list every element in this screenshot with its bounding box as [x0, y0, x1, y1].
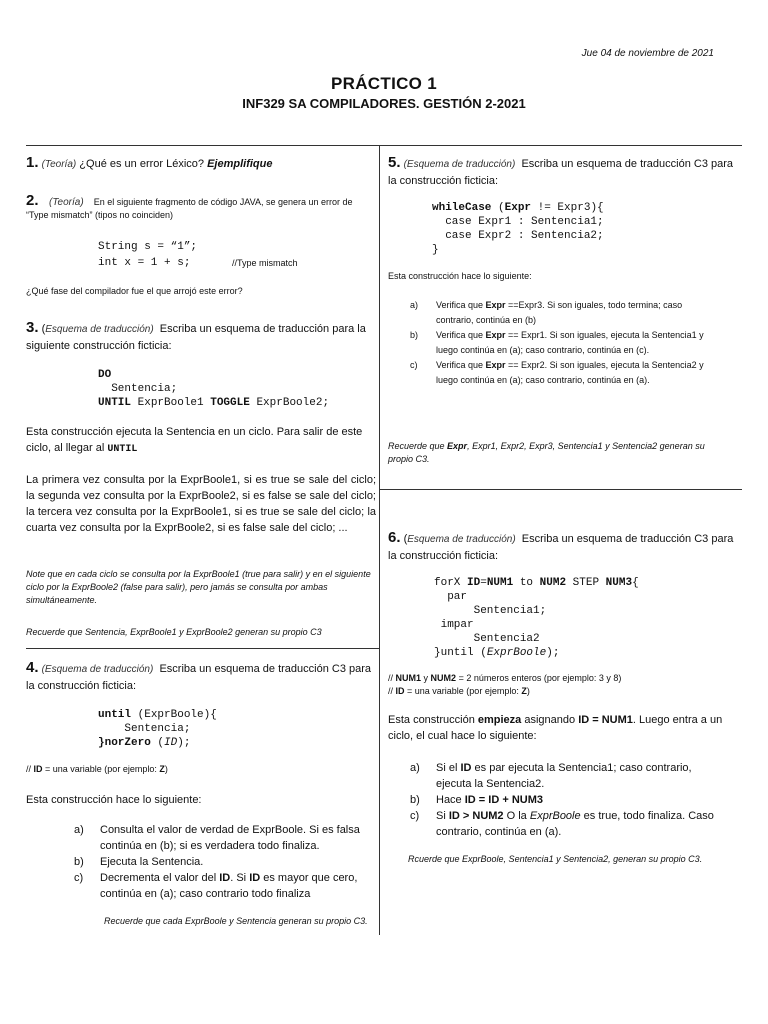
code-line-2: par: [434, 591, 468, 603]
column-divider: [379, 145, 380, 935]
question-2-ask: ¿Qué fase del compilador fue el que arrojó este error?: [26, 286, 243, 296]
question-4: [26, 660, 376, 694]
question-number: 5.: [388, 154, 401, 171]
code-toggle-kw: TOGGLE: [210, 397, 250, 409]
code-rest: (: [150, 737, 165, 749]
question-4-reminder: Recuerde que cada ExprBoole y Sentencia generan su propio C3.: [104, 916, 368, 926]
question-1: [26, 155, 376, 173]
question-4-intro: Esta construcción hace lo siguiente:: [26, 794, 202, 806]
code-line-1: forX ID=NUM1 to NUM2 STEP NUM3{: [434, 577, 639, 589]
question-3-p1: [26, 424, 376, 457]
question-6-list: [410, 760, 720, 840]
code-line-1: String s = “1”;: [98, 241, 198, 253]
question-paren: (: [41, 323, 46, 335]
question-number: 1.: [26, 154, 39, 171]
question-number: 6.: [388, 529, 401, 546]
question-6-reminder: Rcuerde que ExprBoole, Sentencia1 y Sentencia2, generan su propio C3.: [408, 854, 703, 864]
question-tag: (Esquema de traducción): [403, 159, 516, 170]
question-5-list: [410, 298, 710, 388]
list-item: b) Verifica que Expr == Expr1. Si son iguales, ejecuta la Sentencia1 y luego continúa en (a); caso contrario, continúa en (c).: [410, 330, 704, 355]
code-until-end: ExprBoole2;: [249, 397, 330, 409]
id-definition: // ID = una variable (por ejemplo: Z): [26, 764, 168, 774]
question-number: 4.: [26, 659, 39, 676]
question-text: Escriba un esquema de traducción para la siguiente construcción ficticia:: [26, 323, 366, 352]
list-item: a) Si el ID es par ejecuta la Sentencia1; caso contrario, ejecuta la Sentencia2.: [410, 762, 692, 790]
code-line-2: Sentencia;: [98, 723, 191, 735]
list-item: b) Hace ID = ID + NUM3: [410, 794, 543, 806]
list-item: c) Decrementa el valor del ID. Si ID es mayor que cero, continúa en (a); caso contrario todo finaliza: [74, 872, 358, 900]
code-until-line: [98, 396, 329, 410]
code-end: );: [177, 737, 191, 749]
code-until-kw: UNTIL: [98, 397, 132, 409]
question-3-note: Note que en cada ciclo se consulta por la ExprBoole1 (true para salir) y en el siguiente ciclo por la ExprBoole2 (false para salir), pero jamás se consulta por ambas simultáneamente.: [26, 569, 371, 605]
question-paren: (: [403, 533, 408, 545]
question-2: [26, 194, 376, 222]
document-subtitle: INF329 SA COMPILADORES. GESTIÓN 2-2021: [242, 96, 526, 111]
top-divider: [26, 145, 742, 146]
list-item: b) Ejecuta la Sentencia.: [74, 856, 204, 868]
question-3-reminder: Recuerde que Sentencia, ExprBoole1 y ExprBoole2 generan su propio C3: [26, 627, 322, 637]
right-divider-q6: [379, 489, 742, 490]
code-line-6: }until (ExprBoole);: [434, 647, 560, 659]
code-line-1: [98, 708, 217, 722]
document-title: PRÁCTICO 1: [331, 74, 437, 93]
question-text: En el siguiente fragmento de código JAVA, se genera un error de “Type mismatch” (tipos no coinciden): [26, 197, 353, 220]
code-sentencia: Sentencia;: [98, 383, 178, 395]
question-number: 2.: [26, 192, 39, 209]
inline-keyword: UNTIL: [107, 444, 138, 455]
question-5-intro: Esta construcción hace lo siguiente:: [388, 271, 532, 281]
question-6: [388, 530, 738, 564]
question-tag: (Teoría): [49, 197, 84, 208]
question-number: 3.: [26, 319, 39, 336]
question-text: Escriba un esquema de traducción C3 para la construcción ficticia:: [26, 663, 372, 692]
code-line-3: Sentencia1;: [434, 605, 547, 617]
code-line-1: whileCase (Expr != Expr3){: [432, 202, 604, 214]
code-id: ID: [164, 737, 178, 749]
question-5: [388, 155, 738, 189]
question-tag: (Esquema de traducción): [41, 664, 154, 675]
question-tag: Esquema de traducción): [45, 324, 154, 335]
code-rest: (ExprBoole){: [131, 709, 217, 721]
question-tag: Esquema de traducción): [407, 534, 516, 545]
left-divider-q4: [26, 648, 379, 649]
code-line-4: impar: [434, 619, 474, 631]
code-line-3: case Expr2 : Sentencia2;: [432, 230, 604, 242]
question-emphasis: Ejemplifique: [207, 158, 273, 170]
code-until-rest: ExprBoole1: [131, 397, 211, 409]
question-text: Escriba un esquema de traducción C3 para la construcción ficticia:: [388, 158, 734, 187]
code-line-5: Sentencia2: [434, 633, 540, 645]
question-6-intro: Esta construcción empieza asignando ID = NUM1. Luego entra a un ciclo, el cual hace lo siguiente:: [388, 714, 723, 742]
code-line-2: case Expr1 : Sentencia1;: [432, 216, 604, 228]
list-item: c) Verifica que Expr == Expr2. Si son iguales, ejecuta la Sentencia2 y luego continúa en (a); caso contrario, continúa en (a).: [410, 360, 704, 385]
question-4-list: [74, 822, 372, 902]
list-item: c) Si ID > NUM2 O la ExprBoole es true, todo finaliza. Caso contrario, continúa en (a).: [410, 810, 714, 838]
question-5-reminder: Recuerde que Expr, Expr1, Expr2, Expr3, Sentencia1 y Sentencia2 generan su propio C3.: [388, 441, 705, 464]
question-3: [26, 320, 376, 354]
list-item: a) Verifica que Expr ==Expr3. Si son iguales, todo termina; caso contrario, continúa en (b): [410, 300, 683, 325]
code-do: DO: [98, 369, 112, 381]
paragraph-text: Esta construcción ejecuta la Sentencia en un ciclo. Para salir de este ciclo, al llegar al: [26, 426, 363, 454]
code-kw: until: [98, 709, 132, 721]
document-date: Jue 04 de noviembre de 2021: [581, 48, 714, 59]
code-comment: //Type mismatch: [232, 258, 298, 268]
question-3-p2: La primera vez consulta por la ExprBoole1, si es true se sale del ciclo; la segunda vez consulta por la ExprBoole2, si es false se sale del ciclo; la tercera vez consulta por la ExprBoole1, si es true se sale del ciclo; la cuarta vez consulta por la ExprBoole2, si es false sale del ciclo; ...: [26, 474, 376, 534]
num-definition: // NUM1 y NUM2 = 2 números enteros (por ejemplo: 3 y 8): [388, 673, 622, 683]
code-line-4: }: [432, 244, 439, 256]
question-tag: (Teoría): [41, 159, 77, 170]
list-item: a) Consulta el valor de verdad de ExprBoole. Si es falsa continúa en (b); si es verdadera todo finaliza.: [74, 824, 360, 852]
question-text: Escriba un esquema de traducción C3 para la construcción ficticia:: [388, 533, 734, 562]
id-definition: // ID = una variable (por ejemplo: Z): [388, 686, 530, 696]
code-line-2: int x = 1 + s;: [98, 257, 191, 269]
code-kw: }norZero: [98, 737, 151, 749]
code-line-3: [98, 736, 190, 750]
question-text: ¿Qué es un error Léxico?: [79, 158, 205, 170]
